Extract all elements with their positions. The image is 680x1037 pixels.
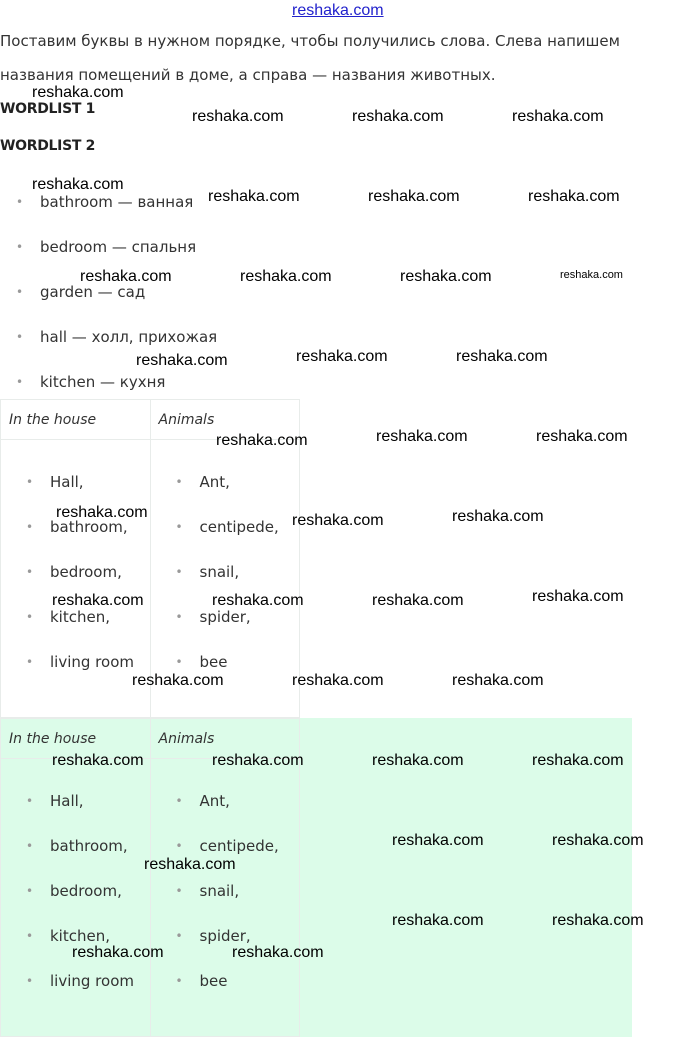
animal-item: • bee bbox=[151, 640, 300, 685]
animal-item: • Ant, bbox=[151, 779, 300, 824]
watermark: reshaka.com bbox=[212, 752, 304, 769]
watermark: reshaka.com bbox=[80, 268, 172, 285]
watermark: reshaka.com bbox=[400, 268, 492, 285]
watermark: reshaka.com bbox=[392, 912, 484, 929]
watermark: reshaka.com bbox=[232, 944, 324, 961]
animal-item: • spider, bbox=[151, 595, 300, 640]
watermark: reshaka.com bbox=[452, 672, 544, 689]
watermark: reshaka.com bbox=[72, 944, 164, 961]
watermark: reshaka.com bbox=[144, 856, 236, 873]
wordlist-2-title: WORDLIST 2 bbox=[0, 138, 96, 154]
watermark: reshaka.com bbox=[216, 432, 308, 449]
watermark: reshaka.com bbox=[536, 428, 628, 445]
house-cell bbox=[1, 759, 151, 1037]
animal-item: • Ant, bbox=[151, 460, 300, 505]
watermark: reshaka.com bbox=[376, 428, 468, 445]
intro-text: Поставим буквы в нужном порядке, чтобы получились слова. Слева напишем названия помещений в доме, а справа — названия животных. bbox=[0, 32, 620, 84]
watermark: reshaka.com bbox=[32, 84, 124, 101]
column-header-house: In the house bbox=[1, 400, 151, 440]
watermark: reshaka.com bbox=[132, 672, 224, 689]
animal-item: • bee bbox=[151, 959, 300, 1004]
watermark: reshaka.com bbox=[552, 912, 644, 929]
house-item: • Hall, bbox=[1, 779, 150, 824]
wordlist-item: • kitchen — кухня bbox=[0, 360, 217, 405]
watermark: reshaka.com bbox=[372, 592, 464, 609]
watermark: reshaka.com bbox=[532, 588, 624, 605]
watermark: reshaka.com bbox=[512, 108, 604, 125]
watermark: reshaka.com bbox=[528, 188, 620, 205]
watermark: reshaka.com bbox=[240, 268, 332, 285]
house-item: • kitchen, bbox=[1, 914, 150, 959]
house-item: • kitchen, bbox=[1, 595, 150, 640]
watermark: reshaka.com bbox=[368, 188, 460, 205]
watermark: reshaka.com bbox=[392, 832, 484, 849]
watermark: reshaka.com bbox=[192, 108, 284, 125]
wordlist-item: • bedroom — спальня bbox=[0, 225, 217, 270]
watermark: reshaka.com bbox=[212, 592, 304, 609]
animal-item: • centipede, bbox=[151, 824, 300, 869]
animals-cell bbox=[150, 759, 300, 1037]
column-header-animals: Animals bbox=[150, 400, 300, 440]
watermark: reshaka.com bbox=[456, 348, 548, 365]
watermark: reshaka.com bbox=[292, 672, 384, 689]
animal-item: • snail, bbox=[151, 869, 300, 914]
watermark: reshaka.com bbox=[52, 592, 144, 609]
animal-item: • snail, bbox=[151, 550, 300, 595]
house-cell bbox=[1, 440, 151, 718]
site-link[interactable]: reshaka.com bbox=[292, 2, 384, 19]
watermark: reshaka.com bbox=[372, 752, 464, 769]
watermark: reshaka.com bbox=[560, 269, 623, 281]
watermark: reshaka.com bbox=[56, 504, 148, 521]
house-item: • living room bbox=[1, 640, 150, 685]
watermark: reshaka.com bbox=[52, 752, 144, 769]
column-header-house: In the house bbox=[1, 719, 151, 759]
house-item: • bathroom, bbox=[1, 824, 150, 869]
watermark: reshaka.com bbox=[292, 512, 384, 529]
watermark: reshaka.com bbox=[352, 108, 444, 125]
wordlist-item: • bathroom — ванная bbox=[0, 180, 217, 225]
watermark: reshaka.com bbox=[32, 176, 124, 193]
wordlist-1-title: WORDLIST 1 bbox=[0, 101, 96, 117]
house-item: • Hall, bbox=[1, 460, 150, 505]
house-item: • bedroom, bbox=[1, 550, 150, 595]
house-item: • bathroom, bbox=[1, 505, 150, 550]
watermark: reshaka.com bbox=[532, 752, 624, 769]
animal-item: • spider, bbox=[151, 914, 300, 959]
wordlist bbox=[0, 180, 217, 405]
animal-item: • centipede, bbox=[151, 505, 300, 550]
house-item: • bedroom, bbox=[1, 869, 150, 914]
watermark: reshaka.com bbox=[208, 188, 300, 205]
wordlist-item: • hall — холл, прихожая bbox=[0, 315, 217, 360]
watermark: reshaka.com bbox=[136, 352, 228, 369]
house-item: • living room bbox=[1, 959, 150, 1004]
column-header-animals: Animals bbox=[150, 719, 300, 759]
watermark: reshaka.com bbox=[552, 832, 644, 849]
watermark: reshaka.com bbox=[296, 348, 388, 365]
wordlist-item: • garden — сад bbox=[0, 270, 217, 315]
watermark: reshaka.com bbox=[452, 508, 544, 525]
